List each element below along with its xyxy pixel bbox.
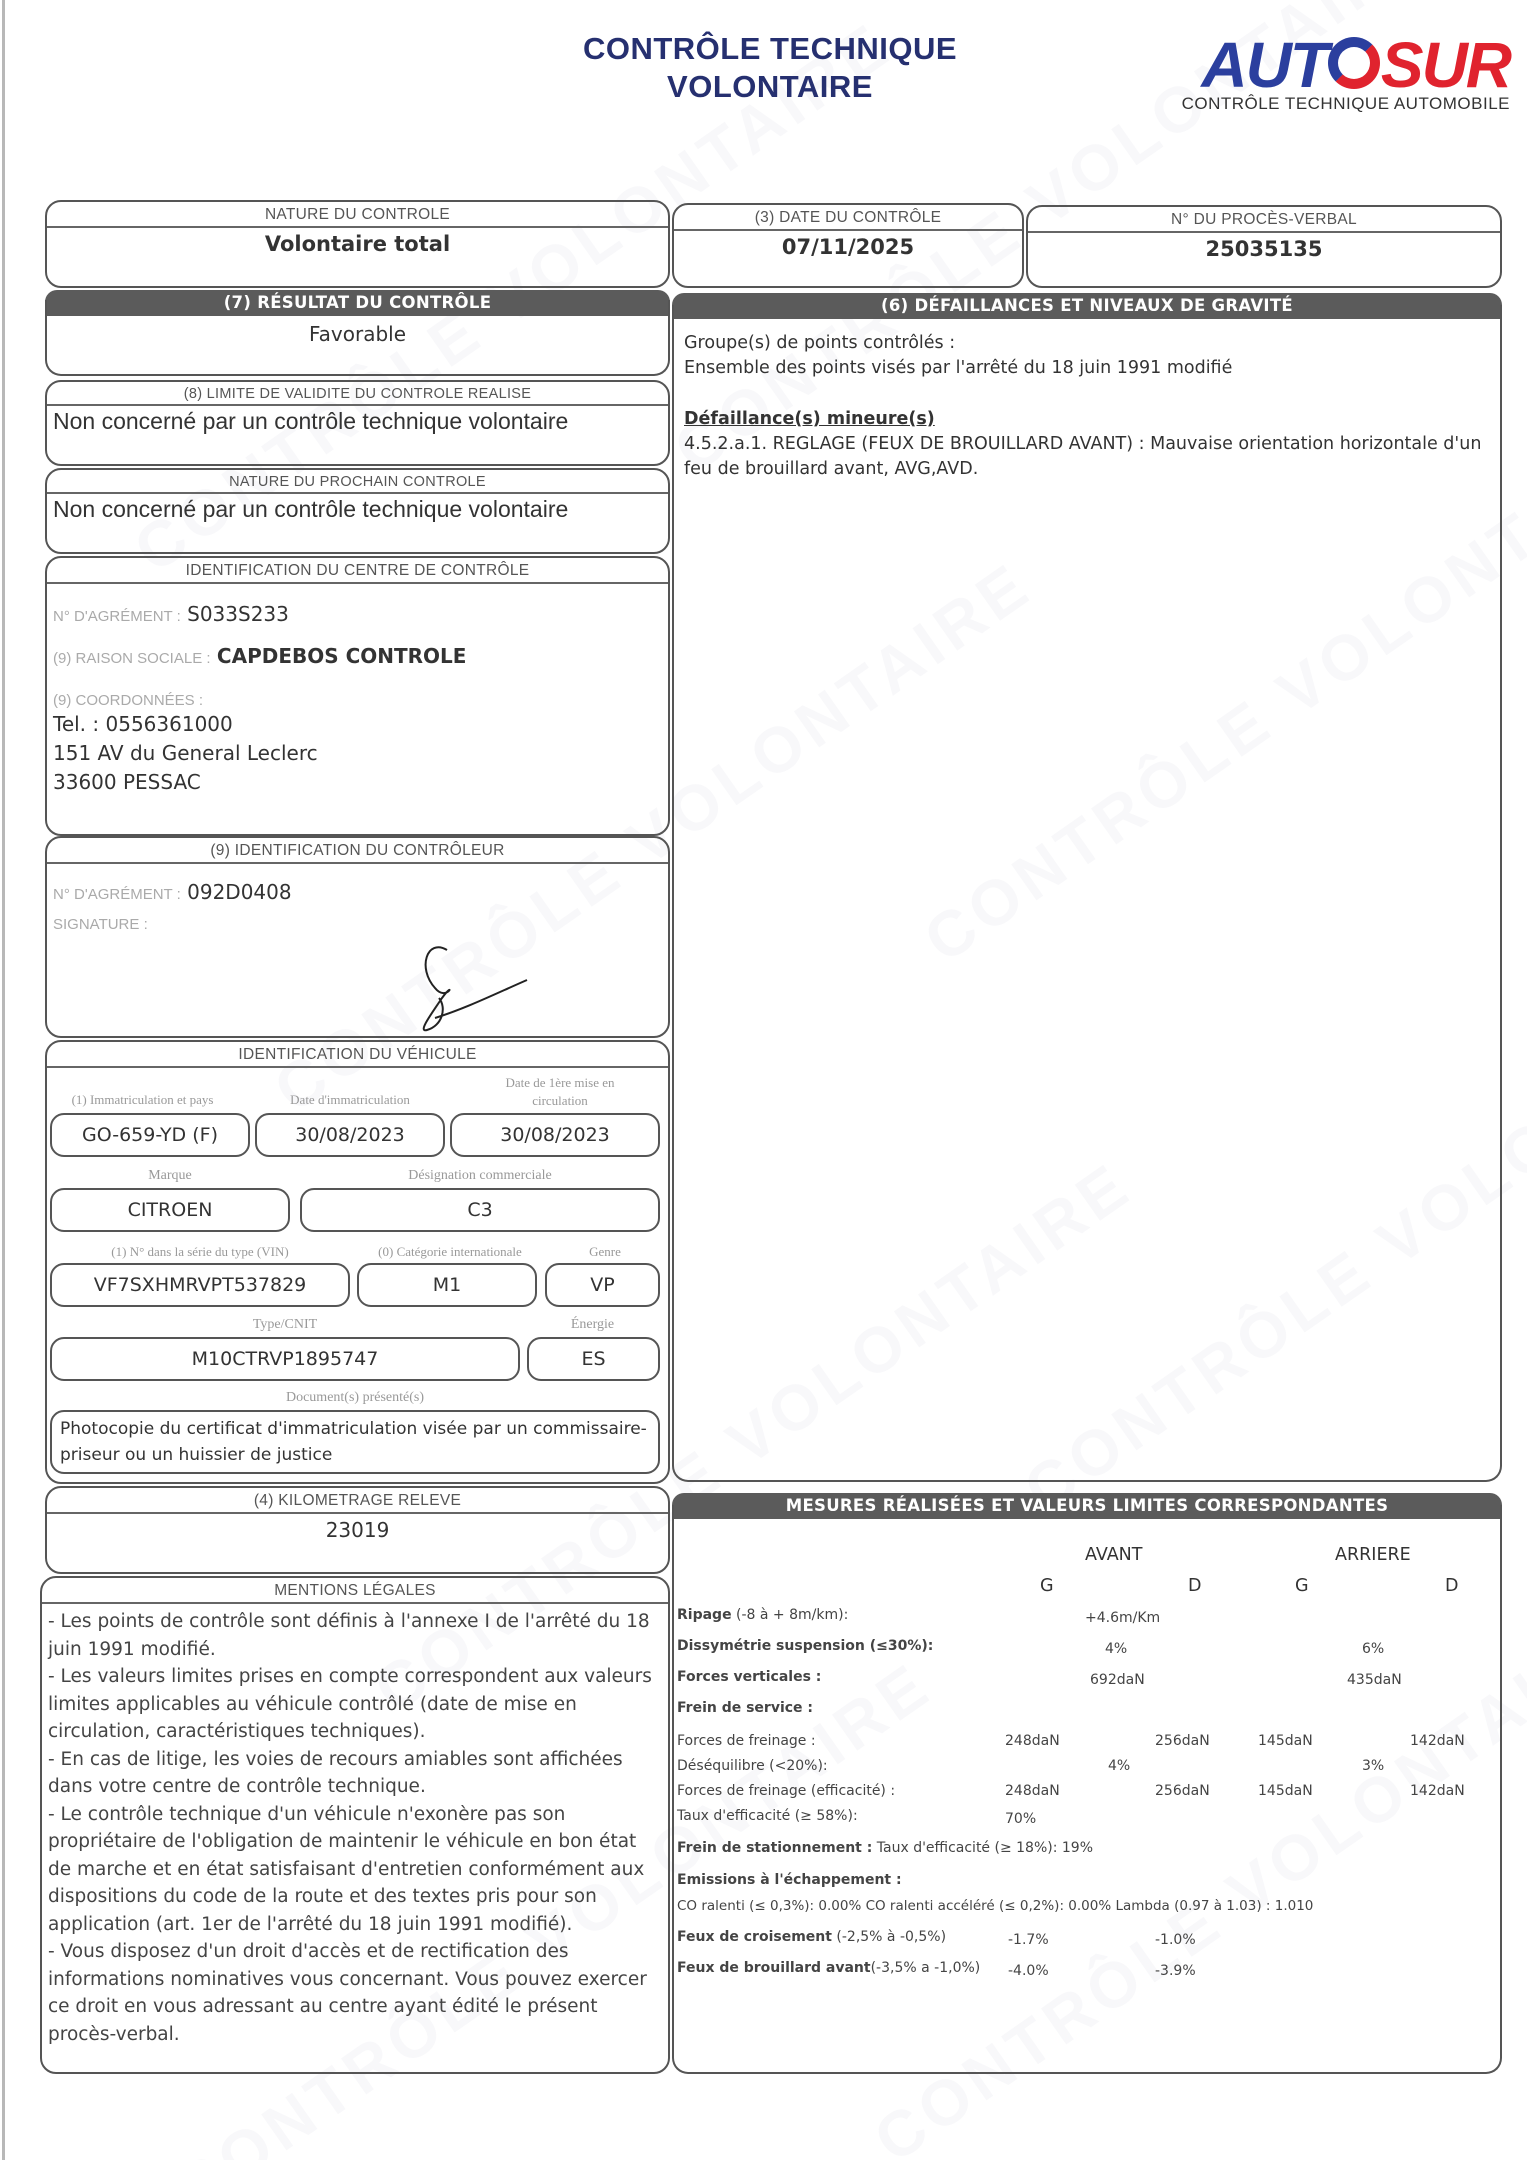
marque-label: Marque [148,1168,192,1183]
genre-value: VP [545,1263,660,1307]
brouillard-label: Feux de brouillard avant [677,1960,871,1976]
vin-label: (1) N° dans la série du type (VIN) [111,1244,289,1259]
deseq-label: Déséquilibre (<20%): [677,1758,828,1774]
ffrein-avd: 256daN [1155,1733,1210,1749]
type-label: Type/CNIT [252,1317,318,1332]
nature-controle-label: NATURE DU CONTROLE [47,202,668,228]
stationnement-row [677,1840,1093,1856]
croisement-g: -1.7% [1008,1932,1049,1948]
controleur-label: (9) IDENTIFICATION DU CONTRÔLEUR [47,838,668,864]
taux-label: Taux d'efficacité (≥ 58%): [677,1808,858,1824]
first-circ-value: 30/08/2023 [450,1113,660,1157]
croisement-d: -1.0% [1155,1932,1196,1948]
ffrein-eff-arg: 145daN [1258,1783,1313,1799]
proces-verbal-label: N° DU PROCÈS-VERBAL [1028,207,1500,233]
type-value: M10CTRVP1895747 [50,1337,520,1381]
col-arriere-d: D [1445,1576,1459,1596]
documents-label: Document(s) présenté(s) [285,1390,424,1405]
centre-label: IDENTIFICATION DU CENTRE DE CONTRÔLE [47,558,668,584]
centre-coord-row [47,686,668,710]
col-avant-g: G [1040,1576,1054,1596]
groupe-label: Groupe(s) de points contrôlés : [684,333,956,353]
controleur-signature-row [47,910,668,934]
col-arriere-g: G [1295,1576,1309,1596]
stationnement-value: Taux d'efficacité (≥ 18%): 19% [872,1840,1094,1856]
vin-value: VF7SXHMRVPT537829 [50,1263,350,1307]
centre-address-1: 151 AV du General Leclerc [53,741,318,765]
marque-value: CITROEN [50,1188,290,1232]
logo-o-icon [1328,37,1380,89]
defaillances-box [672,305,1502,1482]
emissions-label: Emissions à l'échappement : [677,1872,902,1888]
date-controle-box [672,203,1024,288]
immat-label: (1) Immatriculation et pays [71,1092,214,1107]
centre-agrement-row [47,602,668,626]
centre-raison-row [47,644,668,668]
fvert-label: Forces verticales : [677,1669,822,1685]
kilometrage-label: (4) KILOMETRAGE RELEVE [47,1488,668,1514]
col-avant: AVANT [1085,1545,1143,1565]
centre-raison-label: (9) RAISON SOCIALE : [53,650,211,667]
controleur-signature-label: SIGNATURE : [53,916,148,933]
defaillances-header: (6) DÉFAILLANCES ET NIVEAUX DE GRAVITÉ [672,293,1502,319]
ffrein-eff-avd: 256daN [1155,1783,1210,1799]
emissions-value: CO ralenti (≤ 0,3%): 0.00% CO ralenti accéléré (≤ 0,2%): 0.00% Lambda (0.97 à 1.03) : 1.010 [677,1898,1314,1914]
date-controle-label: (3) DATE DU CONTRÔLE [674,205,1022,231]
designation-value: C3 [300,1188,660,1232]
prochain-controle-box [45,468,670,554]
centre-coord-label: (9) COORDONNÉES : [53,692,204,709]
genre-label: Genre [589,1244,621,1259]
ffrein-label: Forces de freinage : [677,1733,816,1749]
croisement-limit: (-2,5% à -0,5%) [831,1929,947,1945]
brouillard-d: -3.9% [1155,1963,1196,1979]
limite-validite-label: (8) LIMITE DE VALIDITE DU CONTROLE REALISE [47,382,668,406]
centre-tel: Tel. : 0556361000 [53,712,233,736]
limite-validite-value: Non concerné par un contrôle technique volontaire [53,408,569,434]
prochain-controle-label: NATURE DU PROCHAIN CONTROLE [47,470,668,494]
croisement-label: Feux de croisement [677,1929,832,1945]
ripage-label: Ripage [677,1607,732,1623]
col-avant-d: D [1188,1576,1202,1596]
mesures-header: MESURES RÉALISÉES ET VALEURS LIMITES CORRESPONDANTES [672,1493,1502,1519]
ffrein-arg: 145daN [1258,1733,1313,1749]
documents-value: Photocopie du certificat d'immatriculation visée par un commissaire-priseur ou un huissier de justice [50,1410,660,1474]
ripage-value: +4.6m/Km [1085,1610,1161,1626]
ripage-limit: (-8 à + 8m/km): [731,1607,849,1623]
col-arriere: ARRIERE [1335,1545,1411,1565]
centre-address-2: 33600 PESSAC [53,770,201,794]
ripage-row [677,1607,848,1623]
categorie-value: M1 [357,1263,537,1307]
logo-subtitle: CONTRÔLE TECHNIQUE AUTOMOBILE [1181,94,1510,113]
centre-box [45,556,670,836]
categorie-label: (0) Catégorie internationale [378,1244,522,1259]
controleur-agrement-value: 092D0408 [187,880,292,904]
brouillard-limit: (-3,5% a -1,0%) [870,1960,981,1976]
resultat-box [45,300,670,376]
mention-item: - Les valeurs limites prises en compte correspondent aux valeurs limites applicables au véhicule contrôlé (date de mise en circulation, caractéristiques techniques). [48,1666,652,1742]
kilometrage-box [45,1486,670,1574]
proces-verbal-value: 25035135 [1205,237,1323,261]
ffrein-eff-avg: 248daN [1005,1783,1060,1799]
date-controle-value: 07/11/2025 [781,235,915,259]
controleur-box [45,836,670,1038]
limite-validite-box [45,380,670,466]
frein-service-label: Frein de service : [677,1700,814,1716]
mineure-item: 4.5.2.a.1. REGLAGE (FEUX DE BROUILLARD AVANT) : Mauvaise orientation horizontale d'un feu de brouillard avant, AVG,AVD. [684,434,1482,479]
energie-label: Énergie [570,1317,615,1332]
mentions-label: MENTIONS LÉGALES [42,1578,668,1604]
signature-icon [387,938,587,1038]
date-immat-value: 30/08/2023 [255,1113,445,1157]
mentions-text [42,1604,668,2052]
groupe-value: Ensemble des points visés par l'arrêté du 18 juin 1991 modifié [684,358,1233,378]
centre-raison-value: CAPDEBOS CONTROLE [216,644,467,668]
nature-controle-value: Volontaire total [264,232,451,256]
page-edge [2,0,5,2160]
controleur-agrement-label: N° D'AGRÉMENT : [53,886,181,903]
resultat-header: (7) RÉSULTAT DU CONTRÔLE [45,290,670,316]
title-line-2: VOLONTAIRE [667,69,873,104]
stationnement-label: Frein de stationnement : [677,1840,873,1856]
immat-value: GO-659-YD (F) [50,1113,250,1157]
vehicule-label: IDENTIFICATION DU VÉHICULE [47,1042,668,1068]
controleur-agrement-row [47,880,668,904]
designation-label: Désignation commerciale [408,1168,552,1183]
mention-item: - Les points de contrôle sont définis à l'annexe I de l'arrêté du 18 juin 1991 modifié. [48,1611,650,1660]
first-circ-label: Date de 1ère mise en circulation [505,1075,615,1108]
dissym-arriere: 6% [1362,1641,1385,1657]
resultat-value: Favorable [308,322,407,346]
mention-item: - Le contrôle technique d'un véhicule n'exonère pas son propriétaire de l'obligation de maintenir le véhicule en bon état de marche et en état satisfaisant d'entretien conformément aux dispositions du code de la route et des textes pris pour son application (art. 1er de l'arrêté du 18 juin 1991 modifié). [48,1803,645,1935]
mention-item: - En cas de litige, les voies de recours amiables sont affichées dans votre centre de contrôle technique. [48,1748,623,1797]
energie-value: ES [527,1337,660,1381]
ffrein-avg: 248daN [1005,1733,1060,1749]
deseq-arriere: 3% [1362,1758,1385,1774]
mention-item: - Vous disposez d'un droit d'accès et de rectification des informations nominatives vous concernant. Vous pouvez exercer ce droit en vous adressant au centre ayant édité le présent procès-verbal. [48,1941,647,2045]
prochain-controle-value: Non concerné par un contrôle technique volontaire [53,496,569,522]
date-immat-label: Date d'immatriculation [290,1092,410,1107]
logo-part-1: AUT [1201,29,1327,101]
autosur-logo [1150,30,1510,114]
fvert-arriere: 435daN [1347,1672,1402,1688]
deseq-avant: 4% [1108,1758,1131,1774]
ffrein-eff-label: Forces de freinage (efficacité) : [677,1783,896,1799]
brouillard-g: -4.0% [1008,1963,1049,1979]
centre-agrement-value: S033S233 [187,602,289,626]
title-line-1: CONTRÔLE TECHNIQUE [582,31,958,66]
nature-controle-box [45,200,670,288]
document-title [560,30,980,106]
kilometrage-value: 23019 [325,1518,390,1542]
brouillard-row [677,1960,980,1976]
dissym-avant: 4% [1105,1641,1128,1657]
ffrein-ard: 142daN [1410,1733,1465,1749]
proces-verbal-box [1026,205,1502,288]
croisement-row [677,1929,946,1945]
ffrein-eff-ard: 142daN [1410,1783,1465,1799]
dissym-label: Dissymétrie suspension (≤30%): [677,1638,934,1654]
centre-agrement-label: N° D'AGRÉMENT : [53,608,181,625]
mentions-box [40,1576,670,2074]
logo-part-2: SUR [1380,29,1510,101]
taux-value: 70% [1005,1811,1037,1827]
fvert-avant: 692daN [1090,1672,1145,1688]
mineures-title: Défaillance(s) mineure(s) [684,409,935,429]
